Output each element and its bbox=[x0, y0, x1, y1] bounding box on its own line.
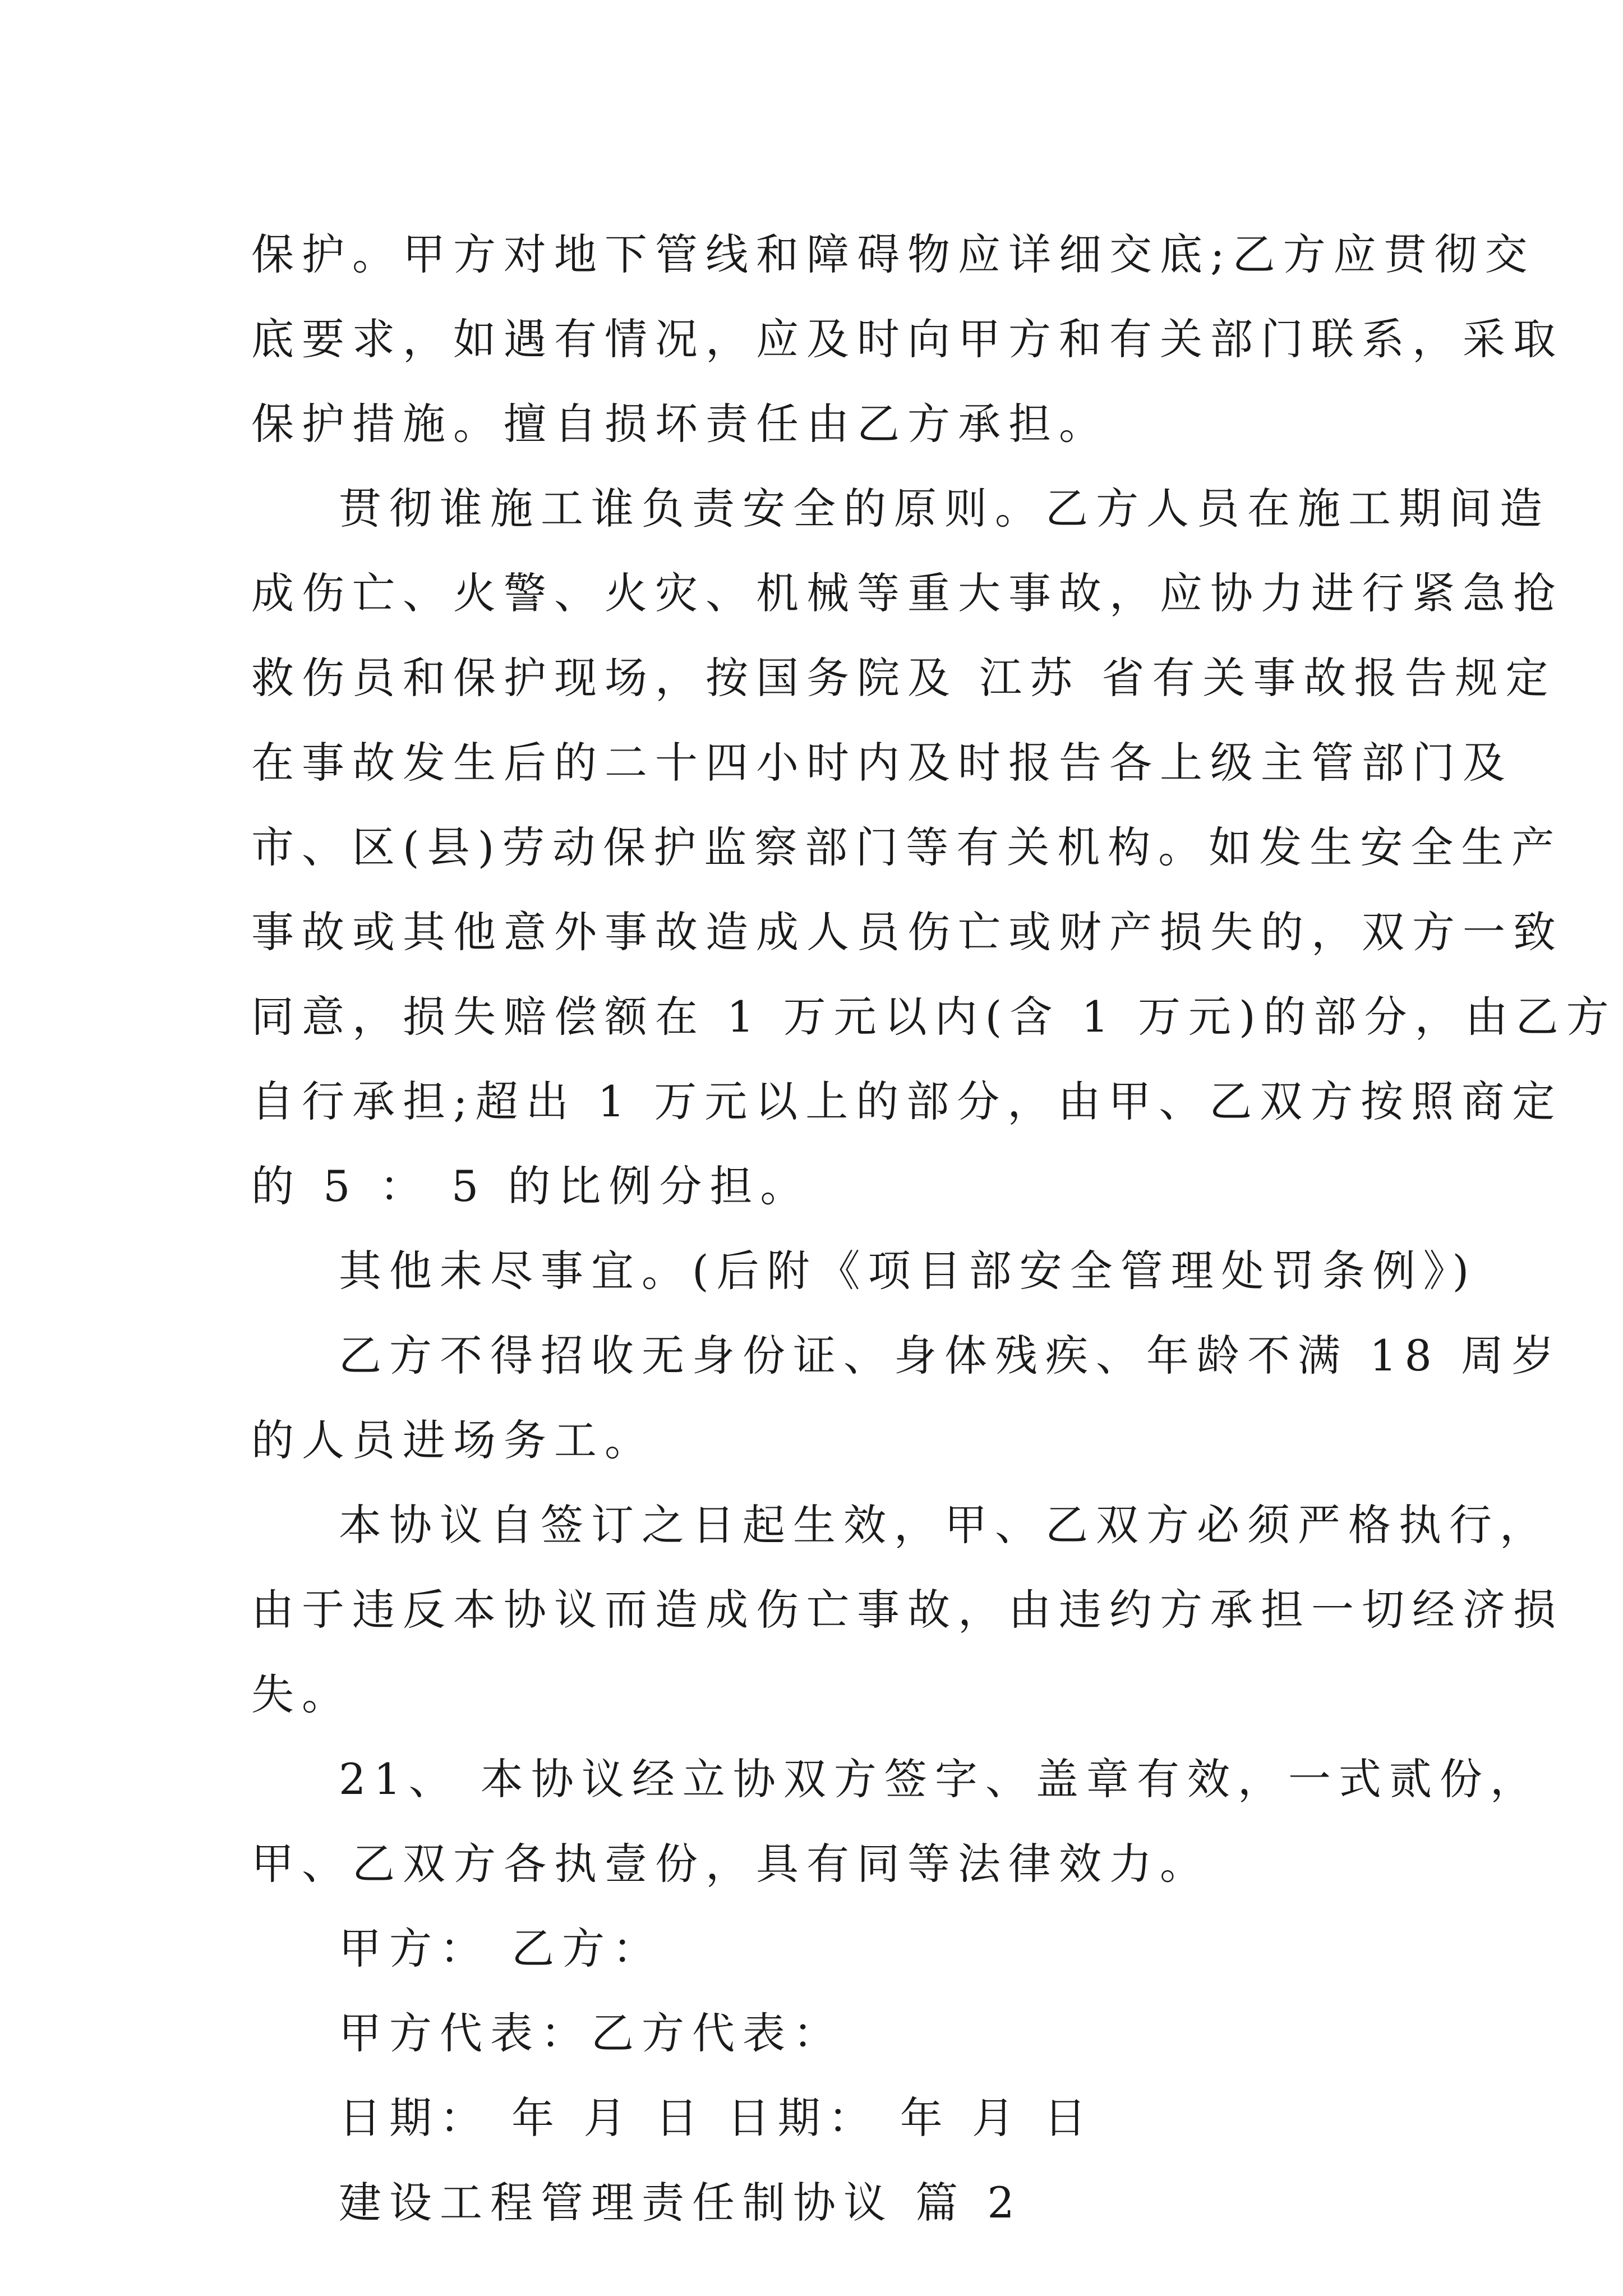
paragraph-line: 在事故发生后的二十四小时内及时报告各上级主管部门及 bbox=[251, 738, 1513, 788]
paragraph-line: 失。 bbox=[251, 1669, 352, 1719]
paragraph-line: 成伤亡、火警、火灾、机械等重大事故，应协力进行紧急抢 bbox=[251, 568, 1564, 618]
paragraph-line: 事故或其他意外事故造成人员伤亡或财产损失的，双方一致 bbox=[251, 907, 1564, 957]
paragraph-line: 救伤员和保护现场，按国务院及 江苏 省有关事故报告规定 bbox=[251, 653, 1556, 703]
paragraph-line: 的人员进场务工。 bbox=[251, 1415, 655, 1465]
signature-dates-line: 日期： 年 月 日 日期： 年 月 日 bbox=[339, 2093, 1095, 2143]
paragraph-line: 的 5 ： 5 的比例分担。 bbox=[251, 1161, 811, 1211]
paragraph-line: 贯彻谁施工谁负责安全的原则。乙方人员在施工期间造 bbox=[339, 484, 1550, 533]
section-heading: 建设工程管理责任制协议 篇 2 bbox=[339, 2178, 1022, 2228]
paragraph-line: 本协议自签订之日起生效，甲、乙双方必须严格执行， bbox=[339, 1500, 1550, 1550]
paragraph-line: 自行承担;超出 1 万元以上的部分，由甲、乙双方按照商定 bbox=[251, 1076, 1563, 1126]
paragraph-line: 其他未尽事宜。(后附《项目部安全管理处罚条例》) bbox=[339, 1246, 1477, 1296]
paragraph-line: 保护措施。擅自损坏责任由乙方承担。 bbox=[251, 399, 1109, 449]
paragraph-line: 同意，损失赔偿额在 1 万元以内(含 1 万元)的部分，由乙方 bbox=[251, 992, 1617, 1042]
paragraph-line: 市、区(县)劳动保护监察部门等有关机构。如发生安全生产 bbox=[251, 822, 1562, 872]
paragraph-line: 21、 本协议经立协双方签字、盖章有效，一式贰份， bbox=[339, 1754, 1541, 1804]
signature-representatives-line: 甲方代表：乙方代表： bbox=[339, 2008, 843, 2058]
paragraph-line: 由于违反本协议而造成伤亡事故，由违约方承担一切经济损 bbox=[251, 1585, 1564, 1635]
document-body bbox=[251, 212, 1617, 2245]
signature-parties-line: 甲方： 乙方： bbox=[339, 1924, 663, 1973]
paragraph-line: 底要求，如遇有情况，应及时向甲方和有关部门联系，采取 bbox=[251, 314, 1564, 364]
paragraph-line: 保护。甲方对地下管线和障碍物应详细交底;乙方应贯彻交 bbox=[251, 229, 1536, 279]
paragraph-line: 乙方不得招收无身份证、身体残疾、年龄不满 18 周岁 bbox=[339, 1331, 1562, 1381]
paragraph-line: 甲、乙双方各执壹份，具有同等法律效力。 bbox=[251, 1839, 1210, 1889]
